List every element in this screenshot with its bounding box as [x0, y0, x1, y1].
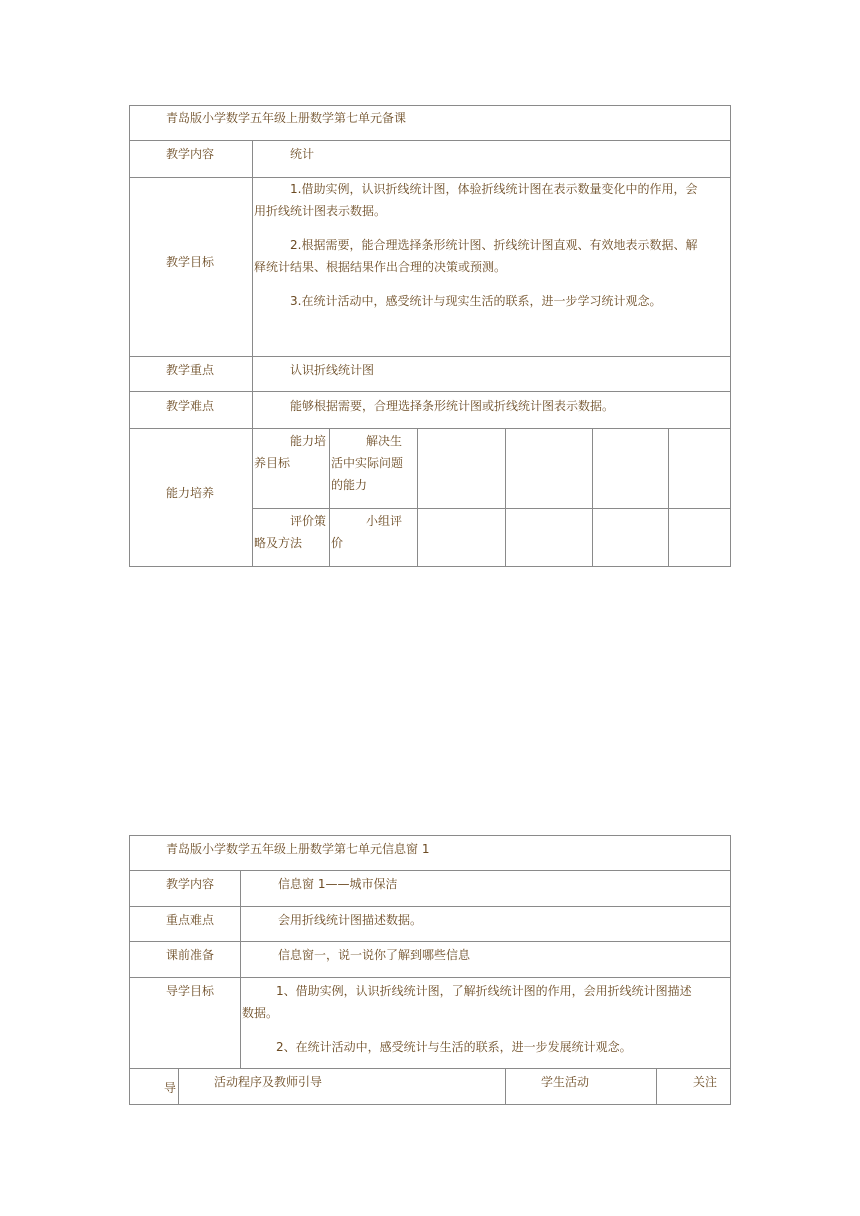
- goal-text: 2.根据需要，能合理选择条形统计图、折线统计图直观、有效地表示数据、解: [290, 238, 698, 252]
- table-border: [656, 1068, 657, 1105]
- evaluation-value: 价: [331, 536, 344, 550]
- ability-goal-value: 活中实际问题: [331, 456, 404, 470]
- column-guide: 导: [164, 1081, 177, 1095]
- table-border: [329, 428, 330, 567]
- goal-text: 数据。: [242, 1006, 279, 1020]
- table-border: [730, 835, 731, 1105]
- table-border: [252, 140, 253, 567]
- evaluation-value: 小组评: [366, 514, 403, 528]
- key-point-label: 重点难点: [166, 913, 215, 927]
- content-label: 教学内容: [166, 877, 215, 891]
- key-point-value: 会用折线统计图描述数据。: [278, 913, 423, 927]
- table-border: [129, 140, 731, 141]
- table-border: [129, 941, 731, 942]
- content-value: 信息窗 1——城市保洁: [278, 877, 398, 891]
- column-focus: 关注: [693, 1075, 718, 1089]
- table-border: [129, 105, 731, 106]
- preparation-label: 课前准备: [166, 948, 215, 962]
- table-border: [129, 1104, 731, 1105]
- difficulty-value: 能够根据需要，合理选择条形统计图或折线统计图表示数据。: [290, 399, 615, 413]
- lesson-plan-table-2: [0, 800, 860, 1120]
- ability-goal-value: 解决生: [366, 434, 403, 448]
- evaluation-label: 评价策: [290, 514, 327, 528]
- table-border: [178, 1068, 179, 1105]
- table-border: [129, 105, 130, 567]
- table-border: [668, 428, 669, 567]
- evaluation-label: 略及方法: [254, 536, 303, 550]
- table-title: 青岛版小学数学五年级上册数学第七单元备课: [166, 111, 407, 125]
- table-border: [253, 508, 731, 509]
- goal-text: 2、在统计活动中，感受统计与生活的联系，进一步发展统计观念。: [276, 1040, 632, 1054]
- table-border: [129, 1068, 731, 1069]
- table-border: [129, 906, 731, 907]
- goals-label: 教学目标: [166, 255, 215, 269]
- table-border: [129, 977, 731, 978]
- table-border: [730, 105, 731, 567]
- ability-label: 能力培养: [166, 486, 215, 500]
- table-border: [505, 428, 506, 567]
- table-border: [129, 870, 731, 871]
- ability-goal-label: 能力培: [290, 434, 327, 448]
- table-title: 青岛版小学数学五年级上册数学第七单元信息窗 1: [166, 842, 430, 856]
- table-border: [129, 566, 731, 567]
- goal-text: 3.在统计活动中，感受统计与现实生活的联系，进一步学习统计观念。: [290, 294, 662, 308]
- column-student: 学生活动: [541, 1075, 590, 1089]
- key-point-value: 认识折线统计图: [290, 363, 375, 377]
- table-border: [592, 428, 593, 567]
- key-point-label: 教学重点: [166, 363, 215, 377]
- content-label: 教学内容: [166, 147, 215, 161]
- table-border: [129, 177, 731, 178]
- column-activity: 活动程序及教师引导: [214, 1075, 323, 1089]
- ability-goal-label: 养目标: [254, 456, 291, 470]
- goal-text: 释统计结果、根据结果作出合理的决策或预测。: [254, 260, 507, 274]
- goal-text: 1、借助实例，认识折线统计图，了解折线统计图的作用，会用折线统计图描述: [276, 984, 692, 998]
- ability-goal-value: 的能力: [331, 478, 368, 492]
- goal-text: 用折线统计图表示数据。: [254, 204, 387, 218]
- table-border: [240, 870, 241, 1068]
- goals-label: 导学目标: [166, 984, 215, 998]
- content-value: 统计: [290, 147, 315, 161]
- difficulty-label: 教学难点: [166, 399, 215, 413]
- table-border: [129, 356, 731, 357]
- table-border: [505, 1068, 506, 1105]
- lesson-plan-table-1: [0, 0, 860, 600]
- table-border: [129, 835, 130, 1105]
- table-border: [129, 391, 731, 392]
- table-border: [129, 428, 731, 429]
- goal-text: 1.借助实例，认识折线统计图，体验折线统计图在表示数量变化中的作用，会: [290, 182, 698, 196]
- table-border: [417, 428, 418, 567]
- preparation-value: 信息窗一，说一说你了解到哪些信息: [278, 948, 471, 962]
- table-border: [129, 835, 731, 836]
